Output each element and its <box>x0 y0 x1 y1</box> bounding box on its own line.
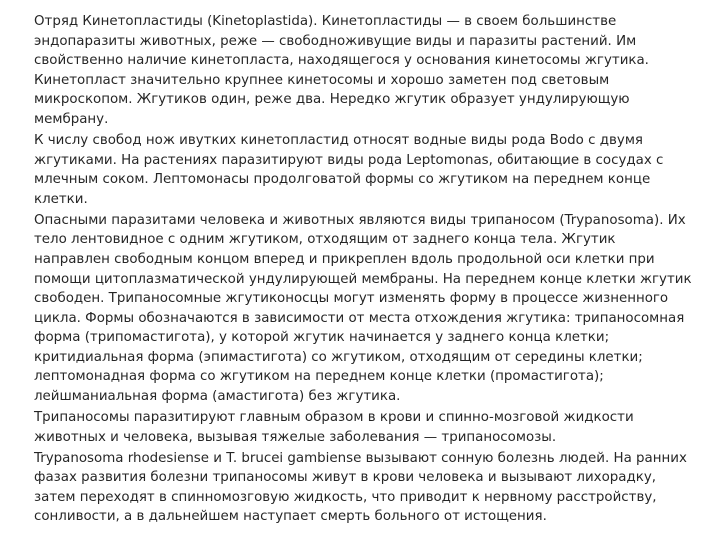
paragraph-free-living-species: К числу свобод нож ивутких кинетопластид относят водные виды рода Bodo с двумя жгутиками. На растениях паразитируют виды рода Leptomonas, обитающие в сосудах с млечным соком. Лептомонасы продолговатой формы со жгутиком на переднем конце клетки. <box>34 132 664 207</box>
paragraph-sleeping-sickness: Trypanosoma rhodesiense и T. brucei gambiense вызывают сонную болезнь людей. На ранних фазах развития болезни трипаносомы живут в крови человека и вызывают лихорадку, затем переходят в спинномозговую жидкость, что приводит к нервному расстройству, сонливости, а в дальнейшем наступает смерть больного от истощения. <box>34 450 687 525</box>
document-body <box>34 12 694 527</box>
paragraph-kinetoplastida-intro: Отряд Кинетопластиды (Kinetoplastida). Кинетопластиды — в своем большинстве эндопаразиты животных, реже — свободноживущие виды и паразиты растений. Им свойственно наличие кинетопласта, находящегося у основания кинетосомы жгутика. Кинетопласт значительно крупнее кинетосомы и хорошо заметен под световым микроскопом. Жгутиков один, реже два. Нередко жгутик образует ундулирующую мембрану. <box>34 14 649 127</box>
paragraph-trypanosomoses: Трипаносомы паразитируют главным образом в крови и спинно-мозговой жидкости животных и человека, вызывая тяжелые заболевания — трипаносомозы. <box>34 410 634 445</box>
paragraph-trypanosomes: Опасными паразитами человека и животных являются виды трипаносом (Trypanosoma). Их тело лентовидное с одним жгутиком, отходящим от заднего конца тела. Жгутик направлен свободным концом вперед и прикреплен вдоль продольной оси клетки при помощи цитоплазматической ундулирующей мембраны. На переднем конце клетки жгутик свободен. Трипаносомные жгутиконосцы могут изменять форму в процессе жизненного цикла. Формы обозначаются в зависимости от места отхождения жгутика: трипаносомная форма (трипомастигота), у которой жгутик начинается у заднего конца клетки; критидиальная форма (эпимастигота) со жгутиком, отходящим от середины клетки; лептомонадная форма со жгутиком на переднем конце клетки (промастигота); лейшманиальная форма (амастигота) без жгутика. <box>34 212 692 405</box>
